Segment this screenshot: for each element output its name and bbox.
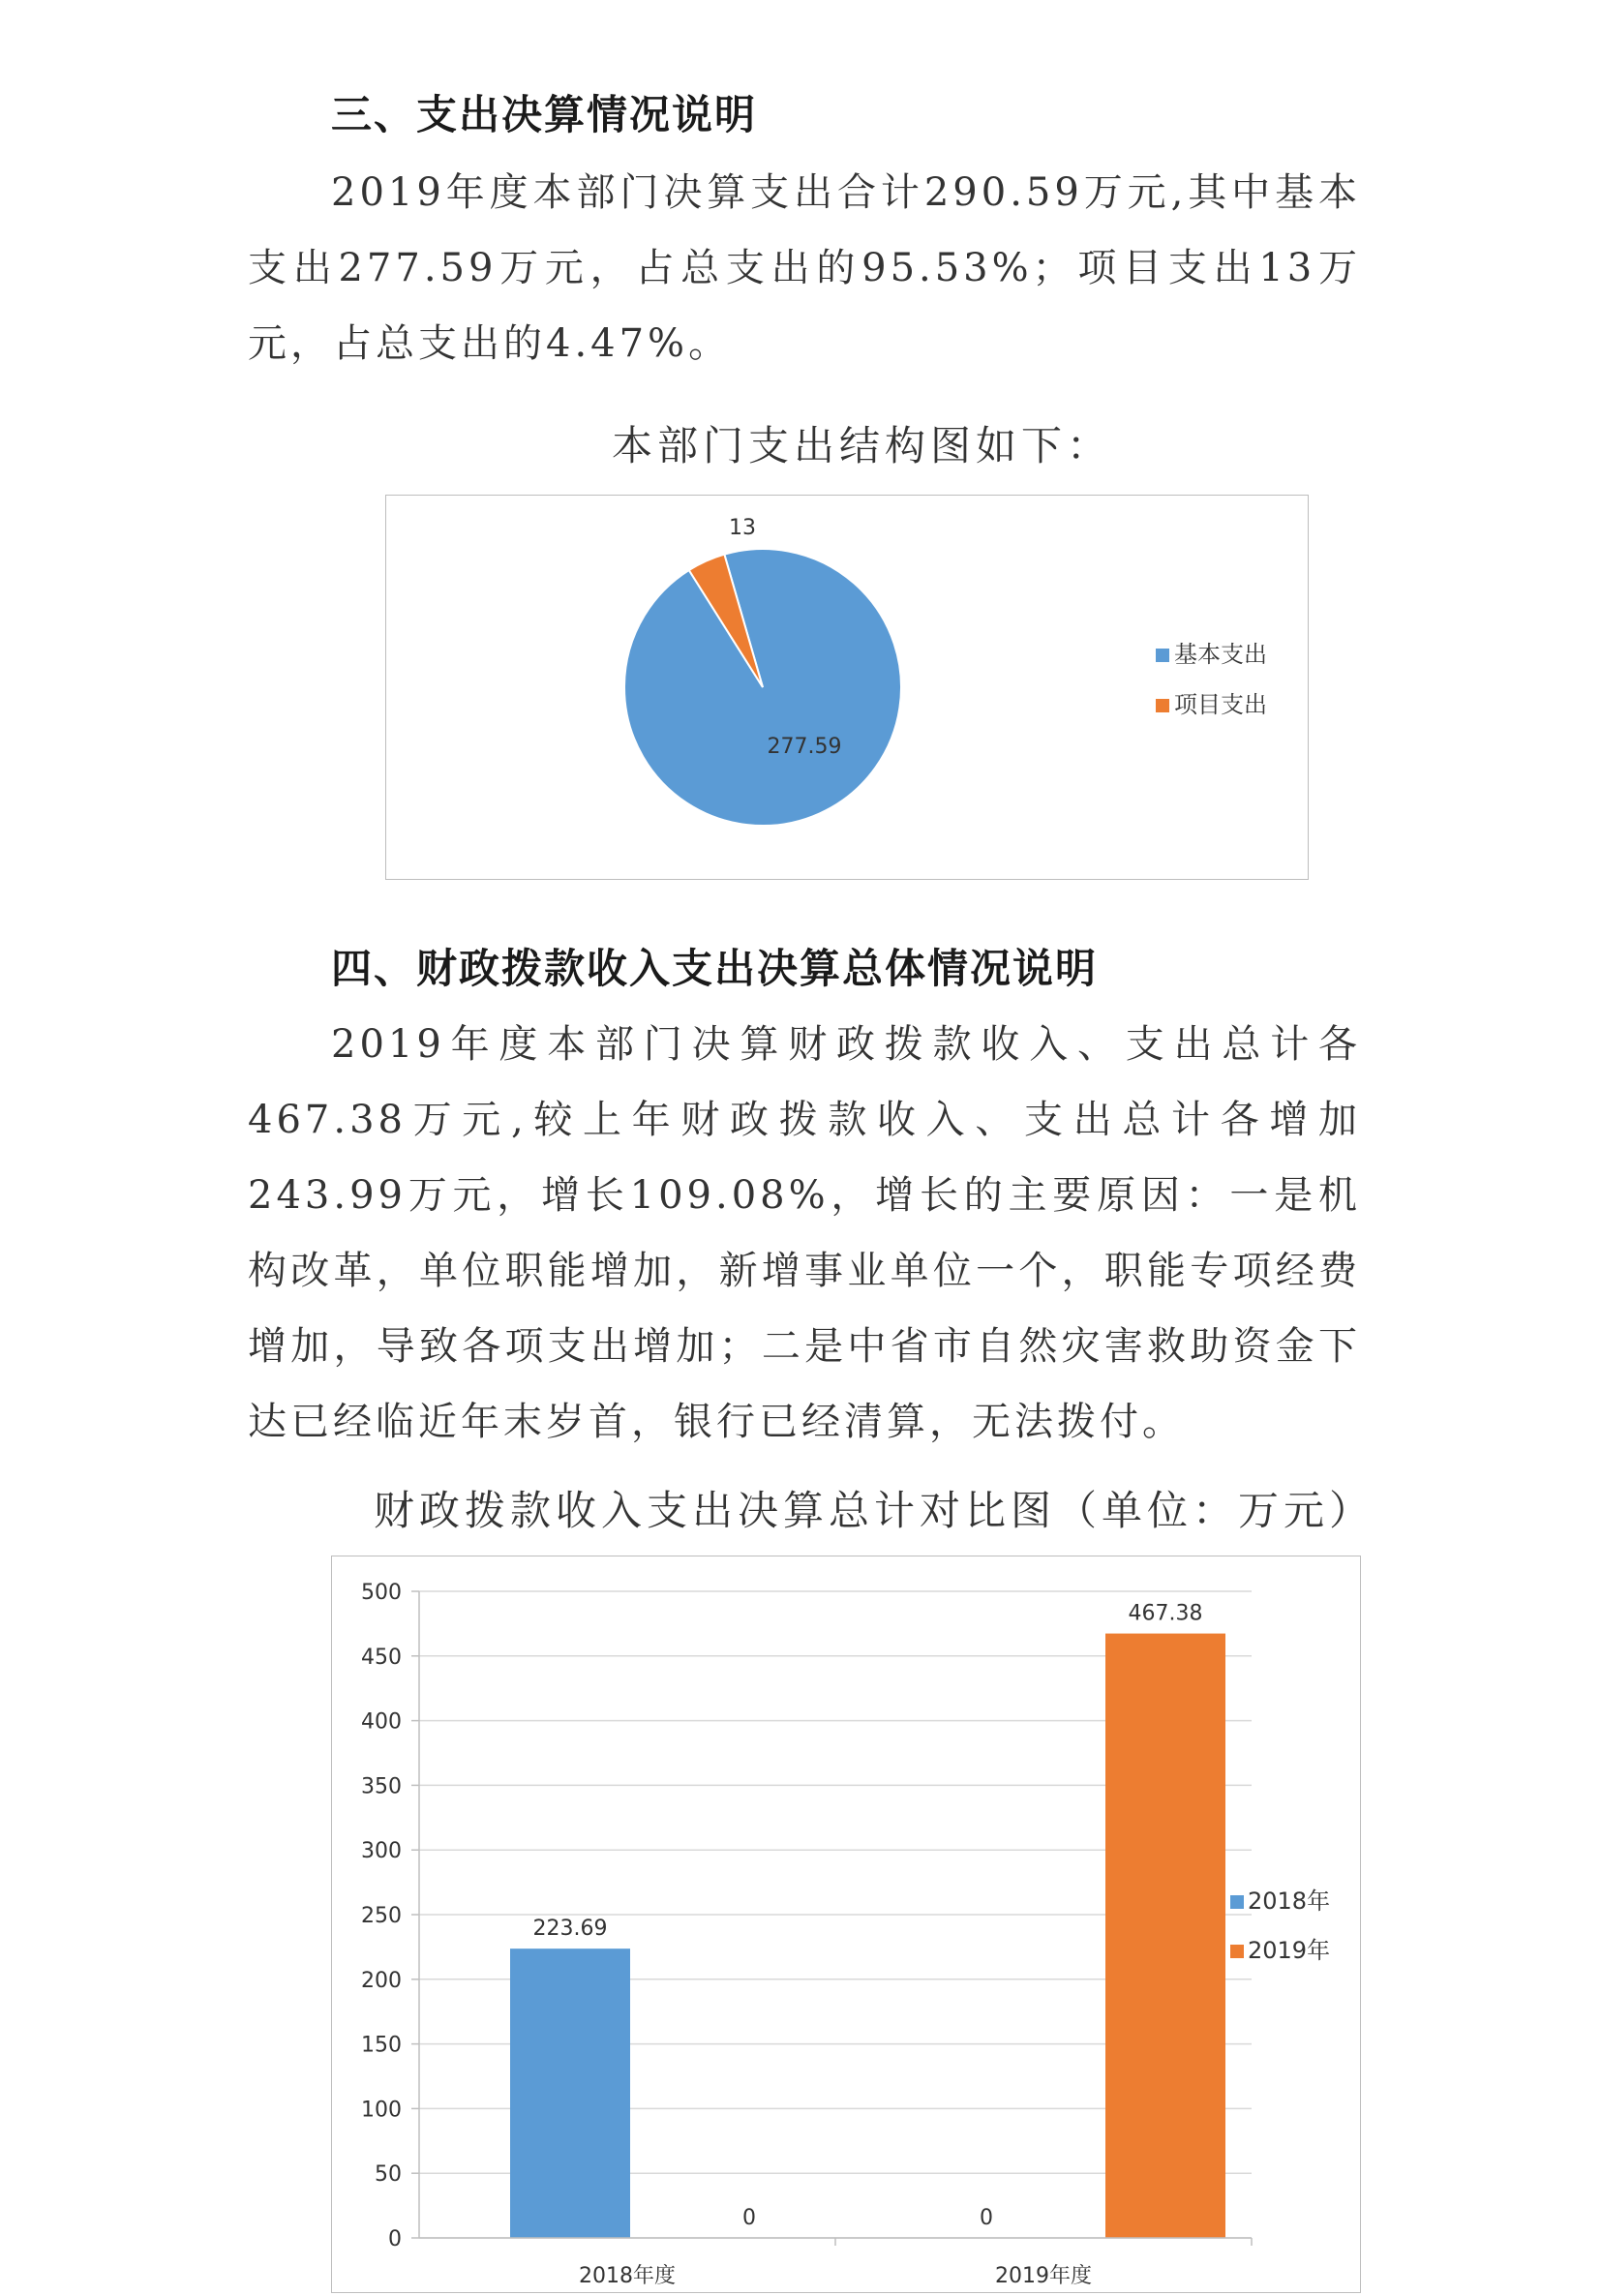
data-label: 467.38	[1128, 1601, 1203, 1626]
legend-label: 项目支出	[1174, 691, 1267, 718]
data-label: 223.69	[532, 1917, 608, 1942]
bar	[510, 1949, 630, 2238]
x-tick-label: 2019年度	[995, 2264, 1092, 2288]
legend-swatch	[1230, 1895, 1244, 1909]
data-label: 0	[742, 2206, 756, 2230]
body-paragraph: 2019年度本部门决算财政拨款收入、支出总计各467.38万元,较上年财政拨款收入、支出总计各增加243.99万元，增长109.08%，增长的主要原因：一是机构改革，单位职能增加，新增事业单位一个，职能专项经费增加，导致各项支出增加；二是中省市自然灾害救助资金下达已经临近年末岁首，银行已经清算，无法拨付。	[248, 1022, 1361, 1444]
y-tick-label: 100	[361, 2098, 402, 2123]
y-tick-label: 0	[388, 2227, 402, 2251]
y-tick-label: 300	[361, 1839, 402, 1864]
y-tick-label: 250	[361, 1904, 402, 1928]
section-heading: 四、财政拨款收入支出决算总体情况说明	[331, 945, 1099, 992]
legend-swatch	[1156, 649, 1169, 662]
legend-swatch	[1156, 699, 1169, 712]
y-tick-label: 450	[361, 1645, 402, 1670]
y-tick-label: 50	[375, 2162, 402, 2188]
data-label: 13	[729, 516, 756, 540]
chart-caption: 本部门支出结构图如下：	[612, 422, 1113, 469]
legend-label: 2019年	[1248, 1937, 1331, 1964]
y-tick-label: 150	[361, 2033, 402, 2058]
body-paragraph: 2019年度本部门决算支出合计290.59万元,其中基本支出277.59万元，占总支出的95.53%；项目支出13万元，占总支出的4.47%。	[248, 170, 1361, 366]
x-tick-label: 2018年度	[579, 2264, 676, 2288]
y-tick-label: 500	[361, 1581, 402, 1605]
section-heading: 三、支出决算情况说明	[331, 91, 758, 138]
legend-label: 基本支出	[1174, 641, 1267, 668]
bar	[1105, 1634, 1225, 2238]
y-tick-label: 350	[361, 1774, 402, 1799]
legend-label: 2018年	[1248, 1888, 1331, 1915]
legend-swatch	[1230, 1945, 1244, 1958]
pie-chart-frame	[385, 495, 1309, 880]
pie-chart	[386, 496, 1308, 879]
bar-chart-frame	[331, 1556, 1361, 2293]
data-label: 277.59	[767, 735, 842, 759]
bar-chart	[332, 1556, 1360, 2292]
y-tick-label: 200	[361, 1968, 402, 1993]
data-label: 0	[980, 2206, 993, 2230]
y-tick-label: 400	[361, 1709, 402, 1735]
chart-caption: 财政拨款收入支出决算总计对比图（单位：万元）	[374, 1487, 1375, 1534]
